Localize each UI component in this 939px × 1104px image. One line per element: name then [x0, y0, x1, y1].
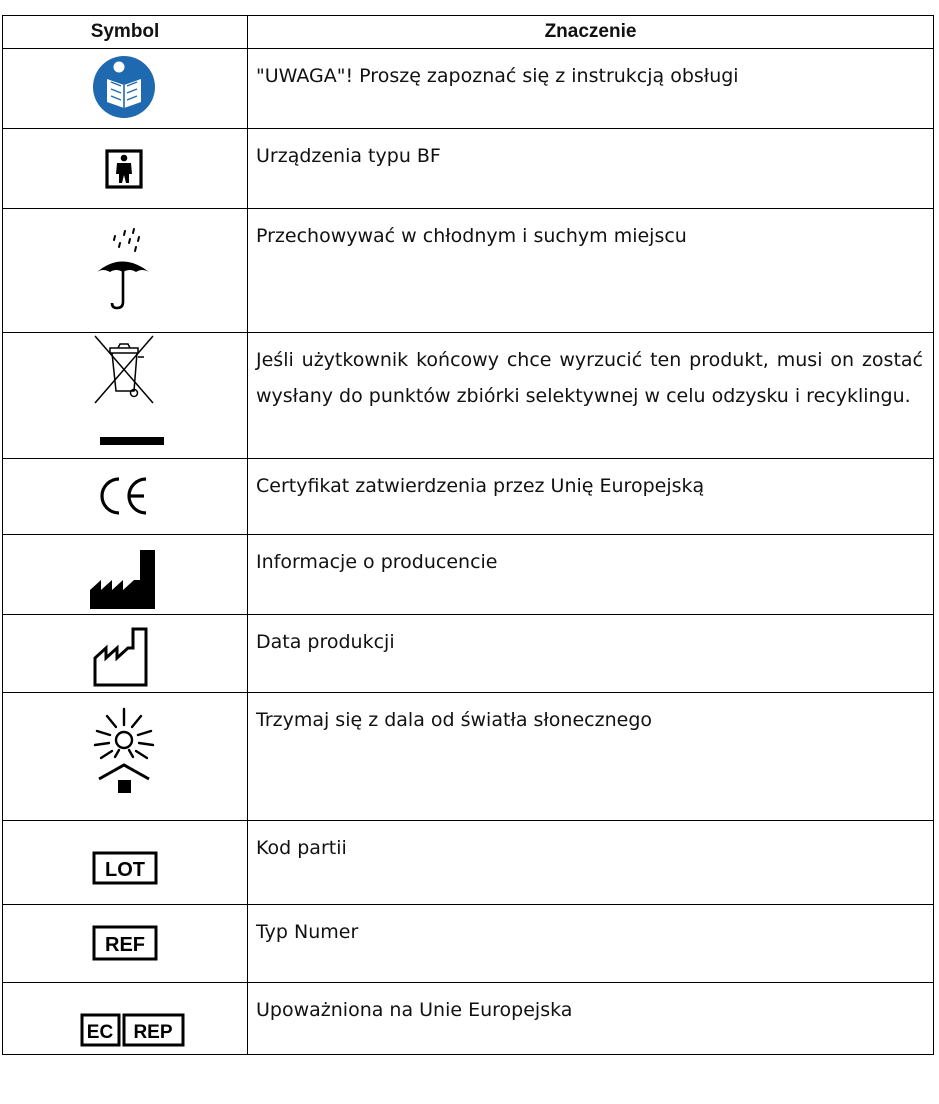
meaning-cell: Certyfikat zatwierdzenia przez Unię Europejską — [248, 459, 934, 535]
ref-icon — [3, 905, 248, 983]
ce-mark-icon — [3, 459, 248, 535]
meaning-cell: Przechowywać w chłodnym i suchym miejscu — [248, 209, 934, 333]
meaning-cell: Kod partii — [248, 821, 934, 905]
table-row — [3, 129, 934, 209]
symbol-cell — [3, 983, 248, 1055]
lot-icon — [3, 821, 248, 905]
table-row — [3, 983, 934, 1055]
table-row — [3, 535, 934, 615]
meaning-cell: Informacje o producencie — [248, 535, 934, 615]
lot-label: LOT — [105, 859, 145, 881]
meaning-cell: Urządzenia typu BF — [248, 129, 934, 209]
read-manual-icon — [3, 49, 248, 129]
ec-rep-icon — [3, 983, 248, 1055]
symbol-cell — [3, 49, 248, 129]
table-row — [3, 615, 934, 693]
header-symbol: Symbol — [3, 16, 248, 49]
symbol-cell — [3, 535, 248, 615]
bf-type-icon — [3, 129, 248, 209]
symbol-cell — [3, 905, 248, 983]
table-row — [3, 459, 934, 535]
manufacturer-icon — [3, 535, 248, 615]
ec-label: EC — [86, 1022, 114, 1043]
meaning-cell: Trzymaj się z dala od światła słonecznego — [248, 693, 934, 821]
table-row — [3, 905, 934, 983]
table-row — [3, 333, 934, 459]
meaning-cell: Jeśli użytkownik końcowy chce wyrzucić ten produkt, musi on zostać wysłany do punktów zbiórki selektywnej w celu odzysku i recyklingu. — [248, 333, 934, 459]
meaning-cell: Upoważniona na Unie Europejska — [248, 983, 934, 1055]
meaning-cell: Data produkcji — [248, 615, 934, 693]
table-row — [3, 693, 934, 821]
symbol-cell — [3, 693, 248, 821]
ref-label: REF — [105, 934, 145, 956]
keep-dry-umbrella-icon — [3, 209, 248, 333]
rep-label: REP — [133, 1022, 173, 1043]
table-row — [3, 821, 934, 905]
symbol-cell — [3, 615, 248, 693]
meaning-cell: "UWAGA"! Proszę zapoznać się z instrukcją obsługi — [248, 49, 934, 129]
header-meaning: Znaczenie — [248, 16, 934, 49]
meaning-cell: Typ Numer — [248, 905, 934, 983]
header-row — [3, 16, 934, 49]
weee-crossed-bin-icon — [3, 333, 248, 459]
symbol-cell — [3, 459, 248, 535]
table-row — [3, 209, 934, 333]
manufacture-date-icon — [3, 615, 248, 693]
symbol-cell — [3, 129, 248, 209]
symbols-table — [2, 15, 934, 1055]
table-row — [3, 49, 934, 129]
keep-away-sunlight-icon — [3, 693, 248, 821]
symbol-cell — [3, 209, 248, 333]
symbol-cell — [3, 333, 248, 459]
symbol-cell — [3, 821, 248, 905]
